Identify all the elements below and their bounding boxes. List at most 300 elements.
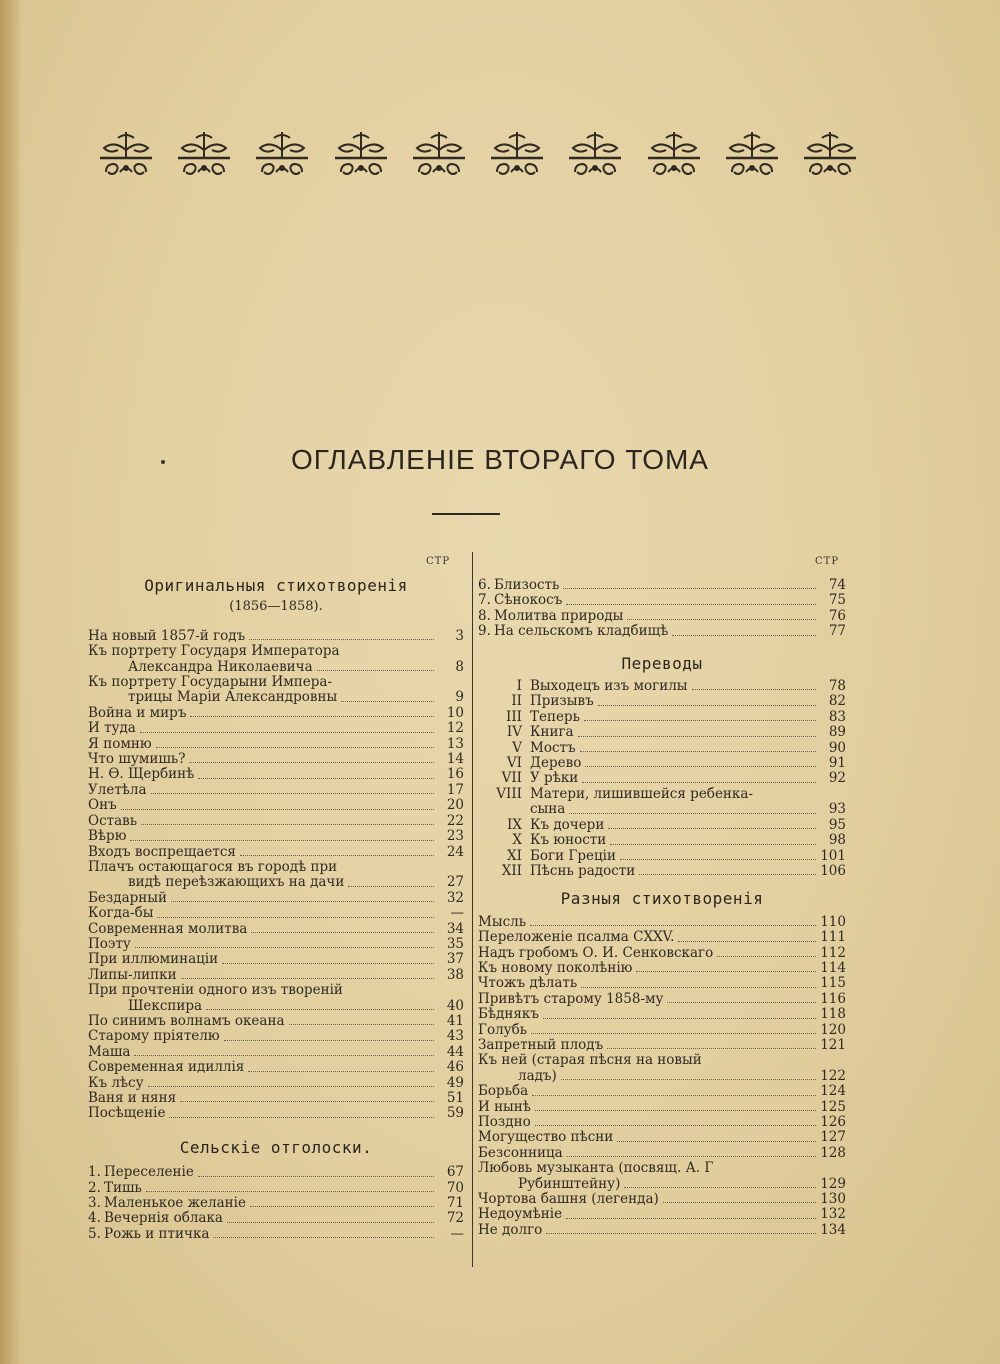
dot-leader (146, 1191, 434, 1192)
entry-title: Входъ воспрещается (88, 843, 236, 860)
dot-leader (251, 932, 434, 933)
toc-entry (478, 864, 846, 879)
toc-entry (88, 1014, 464, 1029)
toc-entry (478, 1192, 846, 1207)
dot-leader (240, 855, 434, 856)
dot-leader (566, 604, 816, 605)
entry-title: Дерево (530, 755, 582, 772)
entry-page: 67 (446, 1164, 464, 1181)
entry-title: И нынѣ (478, 1098, 531, 1115)
entry-page: 10 (446, 704, 464, 721)
toc-entry (478, 624, 846, 639)
toc-entry (478, 915, 846, 930)
entry-number: I (516, 678, 522, 695)
entry-page: 76 (828, 607, 846, 624)
dot-leader (249, 639, 434, 640)
entry-title-continuation: видѣ переѣзжающихъ на дачи (128, 874, 345, 891)
entry-title: Теперь (530, 708, 580, 725)
dot-leader (535, 1110, 816, 1111)
toc-entry (88, 983, 464, 998)
entry-page: 9 (455, 689, 464, 706)
dot-leader (222, 963, 434, 964)
entry-title: Переселеніе (104, 1164, 194, 1181)
toc-entry (88, 783, 464, 798)
dot-leader (667, 1002, 816, 1003)
right-page-header: СТР (815, 556, 840, 567)
entry-page: 34 (446, 920, 464, 937)
entry-page: 91 (828, 755, 846, 772)
toc-entry (478, 946, 846, 961)
entry-page: 121 (820, 1036, 846, 1053)
dot-leader (181, 978, 434, 979)
entry-title: Чортова башня (легенда) (478, 1191, 659, 1208)
ornament-icon (331, 128, 391, 184)
entry-number: 7. (478, 592, 491, 609)
toc-entry (478, 694, 846, 709)
dot-leader (189, 762, 434, 763)
entry-title: Современная молитва (88, 920, 248, 937)
toc-entry (478, 593, 846, 608)
entry-title: Что шумишь? (88, 751, 186, 768)
toc-entry (88, 629, 464, 644)
dot-leader (213, 1237, 434, 1238)
entry-page: 89 (828, 724, 846, 741)
toc-entry (88, 706, 464, 721)
entry-title: Ваня и няня (88, 1090, 177, 1106)
section-years: (1856—1858). (229, 599, 323, 615)
entry-page: 14 (446, 751, 464, 768)
toc-entry (478, 1038, 846, 1053)
entry-page: 115 (820, 975, 846, 992)
entry-page: 70 (446, 1179, 464, 1196)
toc-entry (88, 1091, 464, 1106)
entry-page: 124 (820, 1083, 846, 1100)
entry-page: 101 (820, 847, 846, 864)
entry-title: Близость (494, 577, 560, 593)
entry-number: IV (506, 724, 522, 741)
entry-page: 95 (828, 816, 846, 833)
dot-leader (563, 588, 816, 589)
entry-page: 130 (820, 1191, 846, 1208)
toc-entry-continuation (478, 802, 846, 817)
entry-title: Къ ней (старая пѣсня на новый (478, 1052, 702, 1069)
column-divider (472, 552, 473, 1267)
entry-title: Маленькое желаніе (104, 1195, 246, 1212)
dot-leader (663, 1202, 816, 1203)
toc-entry (478, 1023, 846, 1038)
entry-title: Война и миръ (88, 704, 187, 721)
entry-title: Рожь и птичка (104, 1225, 210, 1242)
entry-title: Къ юности (530, 832, 607, 849)
entry-title: Могущество пѣсни (478, 1129, 614, 1146)
dot-leader (171, 901, 434, 902)
toc-entry (478, 710, 846, 725)
entry-title: По синимъ волнамъ океана (88, 1012, 285, 1029)
toc-entry (88, 1045, 464, 1060)
section-heading-various: Разныя стихотворенія (560, 889, 764, 909)
entry-title: Къ портрету Государыни Импера- (88, 674, 333, 691)
entry-page: 125 (820, 1098, 846, 1115)
entry-title: Поэту (88, 935, 131, 952)
dot-leader (581, 987, 816, 988)
ornament-icon (565, 128, 625, 184)
toc-entry (478, 1130, 846, 1145)
toc-entry-continuation (88, 999, 464, 1014)
toc-entry (88, 752, 464, 767)
dot-leader (692, 689, 816, 690)
entry-page: 8 (455, 658, 464, 675)
entry-number: XII (501, 862, 522, 879)
entry-number: VIII (496, 785, 522, 802)
entry-page: 41 (446, 1012, 464, 1029)
dot-leader (578, 736, 816, 737)
toc-entry (478, 1084, 846, 1099)
entries-various (478, 915, 846, 1239)
dot-leader (317, 670, 434, 671)
entry-page: 17 (446, 781, 464, 798)
dot-leader (678, 941, 816, 942)
entry-title: Плачъ остающагося въ городѣ при (88, 858, 338, 875)
entries-rural-cont (478, 578, 846, 640)
ornament-icon (174, 128, 234, 184)
entry-number: X (512, 832, 522, 849)
entry-title: Липы-липки (88, 966, 177, 983)
dot-leader (341, 701, 434, 702)
dot-leader (531, 1033, 816, 1034)
toc-entry (478, 1007, 846, 1022)
entry-page: 122 (820, 1067, 846, 1084)
entry-title: Оставь (88, 812, 138, 829)
dot-leader (157, 917, 434, 918)
entry-title: Онъ (88, 797, 117, 814)
entry-title: На сельскомъ кладбищѣ (494, 623, 669, 640)
ornament-icon (722, 128, 782, 184)
entry-title: Пѣснь радости (530, 862, 636, 879)
entry-page: 38 (446, 966, 464, 983)
dot-leader (530, 925, 816, 926)
toc-entry (88, 1076, 464, 1091)
entry-title: Запретный плодъ (478, 1036, 604, 1053)
dot-leader (543, 1018, 816, 1019)
entry-title: Сѣнокосъ (494, 592, 563, 609)
dot-leader (224, 1040, 434, 1041)
toc-entry (88, 952, 464, 967)
entry-title: Современная идиллія (88, 1059, 245, 1076)
entry-title: При иллюминаціи (88, 951, 219, 968)
entry-page: 40 (446, 997, 464, 1014)
entry-page: 46 (446, 1059, 464, 1076)
section-heading-rural: Сельскіе отголоски. (179, 1137, 373, 1157)
entry-page: 92 (828, 770, 846, 787)
dot-leader (169, 1117, 434, 1118)
dot-leader (617, 1141, 816, 1142)
entry-page: 51 (446, 1090, 464, 1106)
toc-entry (478, 833, 846, 848)
dot-leader (636, 971, 816, 972)
toc-entry-continuation (478, 1069, 846, 1084)
dot-leader (598, 705, 816, 706)
dot-leader (206, 1009, 434, 1010)
entry-page: 128 (820, 1144, 846, 1161)
toc-entry (478, 609, 846, 624)
ornament-icon (800, 128, 860, 184)
toc-entry (88, 829, 464, 844)
entry-title-continuation: Александра Николаевича (128, 658, 313, 675)
entry-page: 12 (446, 720, 464, 737)
toc-entry (88, 1165, 464, 1180)
entry-title: Молитва природы (494, 607, 624, 624)
toc-entry (88, 906, 464, 921)
toc-entry (478, 1100, 846, 1115)
toc-entry-continuation (88, 875, 464, 890)
entry-page: 37 (446, 951, 464, 968)
ornament-icon (644, 128, 704, 184)
entry-title: И туда (88, 720, 136, 737)
entry-page: 13 (446, 735, 464, 752)
entry-page: 71 (446, 1195, 464, 1212)
entry-title: Вечернія облака (104, 1210, 223, 1227)
toc-entry (88, 1060, 464, 1075)
entry-page: 59 (446, 1105, 464, 1122)
dot-leader (348, 886, 434, 887)
entry-page: 106 (820, 862, 846, 879)
entry-title: Призывъ (530, 693, 594, 710)
toc-entry (478, 930, 846, 945)
entry-title: Чтожъ дѣлать (478, 975, 578, 992)
toc-entry (88, 860, 464, 875)
dot-leader (190, 716, 434, 717)
toc-entry (88, 767, 464, 782)
toc-entry (88, 1106, 464, 1121)
entry-title: Я помню (88, 735, 152, 752)
entry-title-continuation: Шекспира (128, 997, 203, 1014)
toc-entry (88, 1211, 464, 1226)
section-heading-original: Оригинальныя стихотворенія (144, 576, 408, 595)
entry-number: 8. (478, 607, 491, 624)
entry-page: 112 (820, 944, 846, 961)
dot-leader (135, 947, 434, 948)
ornament-icon (96, 128, 156, 184)
ornament-icon (409, 128, 469, 184)
toc-entry (478, 961, 846, 976)
entry-title: Посѣщеніе (88, 1105, 166, 1122)
toc-entry (88, 937, 464, 952)
entry-title: Къ новому поколѣнію (478, 959, 633, 976)
dot-leader (535, 1125, 816, 1126)
right-column (478, 578, 846, 1238)
toc-entry (88, 1227, 464, 1242)
entry-title: Когда-бы (88, 905, 154, 922)
dot-leader (627, 619, 816, 620)
entry-page: 24 (446, 843, 464, 860)
entry-title: Не долго (478, 1221, 543, 1238)
dot-leader (582, 782, 816, 783)
dot-leader (198, 1176, 434, 1177)
entry-page: 110 (820, 913, 846, 930)
toc-entry-continuation (88, 660, 464, 675)
entry-title: Надъ гробомъ О. И. Сенковскаго (478, 944, 714, 961)
left-column (88, 578, 464, 1242)
dot-leader (567, 1156, 816, 1157)
entry-page: 3 (455, 627, 464, 644)
dot-leader (580, 751, 816, 752)
toc-entry (88, 1196, 464, 1211)
entry-page: 134 (820, 1221, 846, 1238)
entry-page: 35 (446, 935, 464, 952)
entry-page: 75 (828, 592, 846, 609)
dot-leader (620, 859, 816, 860)
entry-title: Улетѣла (88, 781, 147, 798)
entry-title: Любовь музыканта (посвящ. А. Г (478, 1160, 714, 1177)
entry-title: Поздно (478, 1114, 531, 1130)
entry-title: Привѣтъ старому 1858-му (478, 990, 664, 1007)
page-spine-shadow (0, 0, 22, 1364)
dot-leader (717, 956, 816, 957)
title-underline (432, 513, 500, 515)
entry-title: Мостъ (530, 739, 576, 756)
entry-number: V (512, 739, 522, 756)
entries-translations (478, 679, 846, 879)
entry-page: 27 (446, 874, 464, 891)
entry-title-continuation: Рубинштейну) (518, 1175, 621, 1192)
entry-number: 2. (88, 1179, 101, 1196)
dot-leader (141, 824, 434, 825)
toc-entry (88, 968, 464, 983)
entry-title-continuation: трицы Маріи Александровны (128, 689, 338, 706)
entry-number: 4. (88, 1210, 101, 1227)
entry-title: У рѣки (530, 770, 579, 787)
dot-leader (289, 1024, 434, 1025)
entry-number: 1. (88, 1164, 101, 1181)
toc-entry (88, 891, 464, 906)
page-title: ОГЛАВЛЕНІЕ ВТОРАГО ТОМА (291, 444, 709, 475)
dot-leader (561, 1079, 816, 1080)
entry-title-continuation: сына (530, 801, 566, 818)
toc-entry (478, 1053, 846, 1068)
toc-entry (478, 1146, 846, 1161)
dot-leader (156, 747, 434, 748)
dot-leader (180, 1101, 434, 1102)
entry-title: Выходецъ изъ могилы (530, 678, 688, 695)
entry-title: Голубь (478, 1021, 528, 1038)
toc-entry (478, 578, 846, 593)
dot-leader (639, 874, 816, 875)
dot-leader (569, 813, 816, 814)
toc-entry (88, 845, 464, 860)
entry-page: 20 (446, 797, 464, 814)
entry-number: VII (501, 770, 522, 787)
entry-number: 6. (478, 577, 491, 593)
toc-entry (478, 1207, 846, 1222)
entry-title: Н. Ѳ. Щербинѣ (88, 766, 195, 783)
dot-leader (130, 840, 434, 841)
entry-title: Къ дочери (530, 816, 605, 833)
entry-page: 16 (446, 766, 464, 783)
dot-leader (584, 720, 816, 721)
entry-page: 22 (446, 812, 464, 829)
entry-number: 5. (88, 1225, 101, 1242)
toc-entry (478, 725, 846, 740)
entry-page: 49 (446, 1074, 464, 1091)
entry-page: 78 (828, 678, 846, 695)
entry-page: 77 (828, 623, 846, 640)
dot-leader (672, 635, 816, 636)
toc-entry (478, 976, 846, 991)
entry-page: 116 (820, 990, 846, 1007)
entry-page: 43 (446, 1028, 464, 1045)
entry-page: 83 (828, 708, 846, 725)
ornament-icon (487, 128, 547, 184)
ornament-icon (252, 128, 312, 184)
dot-leader (227, 1222, 434, 1223)
entry-title: Старому пріятелю (88, 1028, 220, 1045)
entry-number: II (511, 693, 522, 710)
toc-entry (88, 798, 464, 813)
entry-title: Вѣрю (88, 828, 127, 845)
entry-number: 3. (88, 1195, 101, 1212)
entry-page: 98 (828, 832, 846, 849)
toc-entry (88, 1029, 464, 1044)
dot-leader (608, 828, 816, 829)
entry-page: 74 (828, 577, 846, 593)
dot-leader (134, 1055, 434, 1056)
dot-leader (148, 1086, 434, 1087)
dot-leader (198, 778, 434, 779)
entry-number: XI (507, 847, 522, 864)
entry-title: Боги Греціи (530, 847, 616, 864)
entry-title: Недоумѣніе (478, 1206, 563, 1223)
toc-entry (478, 992, 846, 1007)
entry-page: 132 (820, 1206, 846, 1223)
entry-page: 120 (820, 1021, 846, 1038)
entry-title: Безсонница (478, 1144, 563, 1161)
entry-page: 129 (820, 1175, 846, 1192)
entry-number: 9. (478, 623, 491, 640)
toc-entry (88, 675, 464, 690)
entry-page: 32 (446, 889, 464, 906)
entry-page: 111 (820, 929, 846, 946)
toc-entry (478, 1115, 846, 1130)
entry-page: 90 (828, 739, 846, 756)
toc-entry (88, 644, 464, 659)
dot-leader (151, 793, 434, 794)
dot-leader (121, 809, 434, 810)
entry-page: 23 (446, 828, 464, 845)
toc-entry (478, 818, 846, 833)
toc-entry (88, 1181, 464, 1196)
ornament-band (96, 128, 860, 184)
entry-number: VI (506, 755, 522, 772)
entry-title: Бѣднякъ (478, 1006, 539, 1023)
toc-entry (478, 787, 846, 802)
entry-title: Къ портрету Государя Императора (88, 643, 340, 660)
dot-leader (607, 1048, 816, 1049)
dot-leader (566, 1218, 816, 1219)
entry-page: 44 (446, 1043, 464, 1060)
entry-title: Переложеніе псалма CXXV. (478, 929, 675, 946)
toc-entry (478, 849, 846, 864)
dot-leader (532, 1095, 816, 1096)
entry-page: — (450, 905, 464, 922)
dot-leader (546, 1233, 816, 1234)
entry-page: 126 (820, 1114, 846, 1130)
toc-entry (478, 756, 846, 771)
entry-page: 114 (820, 959, 846, 976)
entry-page: 72 (446, 1210, 464, 1227)
toc-entry (88, 814, 464, 829)
entry-page: 118 (820, 1006, 846, 1023)
dot-leader (140, 732, 434, 733)
